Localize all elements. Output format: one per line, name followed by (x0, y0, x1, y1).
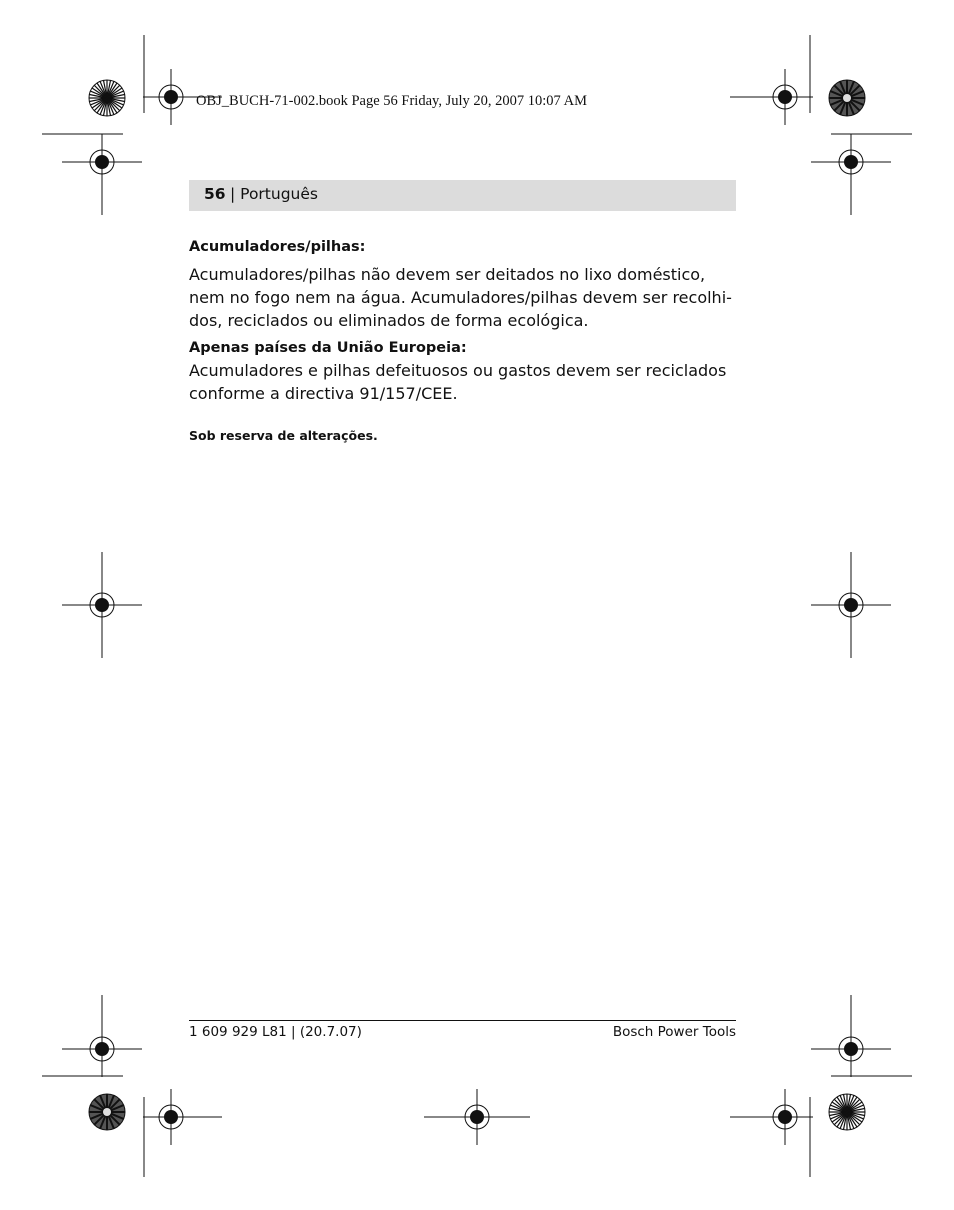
batteries-paragraph (189, 263, 737, 332)
page-header (189, 180, 736, 211)
batteries-heading: Acumuladores/pilhas: (189, 239, 366, 255)
text-line: conforme a directiva 91/157/CEE. (189, 384, 458, 403)
reservation-note: Sob reserva de alterações. (189, 428, 378, 443)
page-number: 56 (204, 185, 226, 203)
page-content (189, 236, 737, 445)
print-slug: OBJ_BUCH-71-002.book Page 56 Friday, July 20, 2007 10:07 AM (196, 93, 587, 109)
text-line: nem no fogo nem na água. Acumuladores/pilhas devem ser recolhi- (189, 288, 732, 307)
header-language: | Português (230, 185, 318, 203)
text-line: Acumuladores e pilhas defeituosos ou gastos devem ser reciclados (189, 361, 727, 380)
eu-paragraph (189, 359, 737, 405)
footer-doc-code: 1 609 929 L81 | (20.7.07) (189, 1024, 362, 1040)
text-line: Acumuladores/pilhas não devem ser deitados no lixo doméstico, (189, 265, 706, 284)
text-line: dos, reciclados ou eliminados de forma ecológica. (189, 311, 589, 330)
eu-heading: Apenas países da União Europeia: (189, 340, 467, 356)
footer-rule (189, 1020, 736, 1021)
footer-brand: Bosch Power Tools (612, 1024, 736, 1040)
